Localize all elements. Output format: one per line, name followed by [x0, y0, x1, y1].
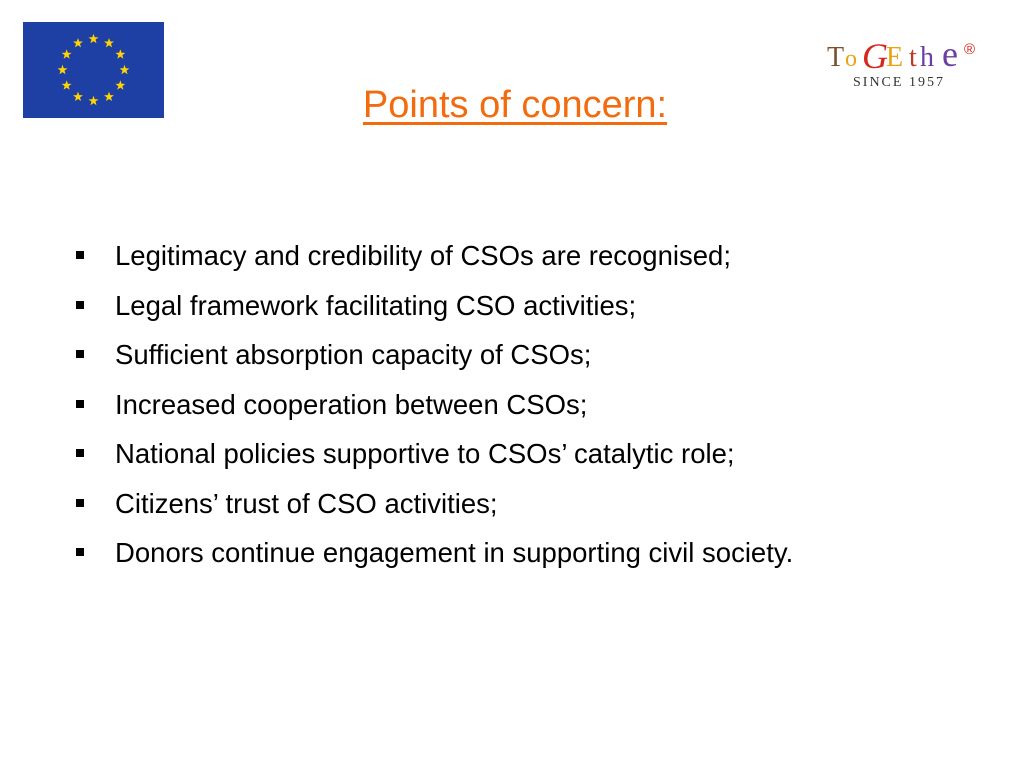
bullet-text: Legal framework facilitating CSO activities;	[115, 289, 637, 321]
logo-letter-e1: E	[886, 42, 904, 73]
square-bullet-icon	[76, 251, 84, 259]
bullet-text: Sufficient absorption capacity of CSOs;	[115, 339, 592, 370]
bullet-text: Increased cooperation between CSOs;	[115, 388, 588, 420]
square-bullet-icon	[76, 350, 84, 358]
logo-letter-e2: e	[942, 34, 958, 74]
list-item	[68, 380, 1008, 430]
square-bullet-icon	[76, 400, 84, 408]
logo-tagline: SINCE 1957	[853, 75, 945, 90]
list-item	[68, 479, 1008, 529]
bullet-text: Donors continue engagement in supporting civil society.	[115, 537, 794, 568]
list-item	[68, 528, 1008, 578]
list-item	[68, 231, 1008, 281]
logo-registered-mark: ®	[964, 41, 976, 58]
square-bullet-icon	[76, 449, 84, 457]
square-bullet-icon	[76, 301, 84, 309]
square-bullet-icon	[76, 499, 84, 507]
bullet-text: National policies supportive to CSOs’ catalytic role;	[115, 438, 735, 469]
logo-letter-g: G	[862, 36, 888, 76]
bullet-list	[68, 231, 1008, 578]
square-bullet-icon	[76, 548, 84, 556]
logo-letter-o: o	[845, 46, 857, 72]
bullet-text: Citizens’ trust of CSO activities;	[115, 487, 498, 519]
list-item	[68, 429, 1008, 479]
logo-letter-t: T	[827, 42, 845, 73]
list-item	[68, 330, 1008, 380]
logo-letter-h: h	[920, 42, 934, 73]
logo-letter-t2: t	[909, 42, 917, 73]
bullet-text: Legitimacy and credibility of CSOs are recognised;	[115, 240, 731, 271]
list-item	[68, 281, 1008, 331]
slide-title: Points of concern:	[362, 84, 668, 126]
